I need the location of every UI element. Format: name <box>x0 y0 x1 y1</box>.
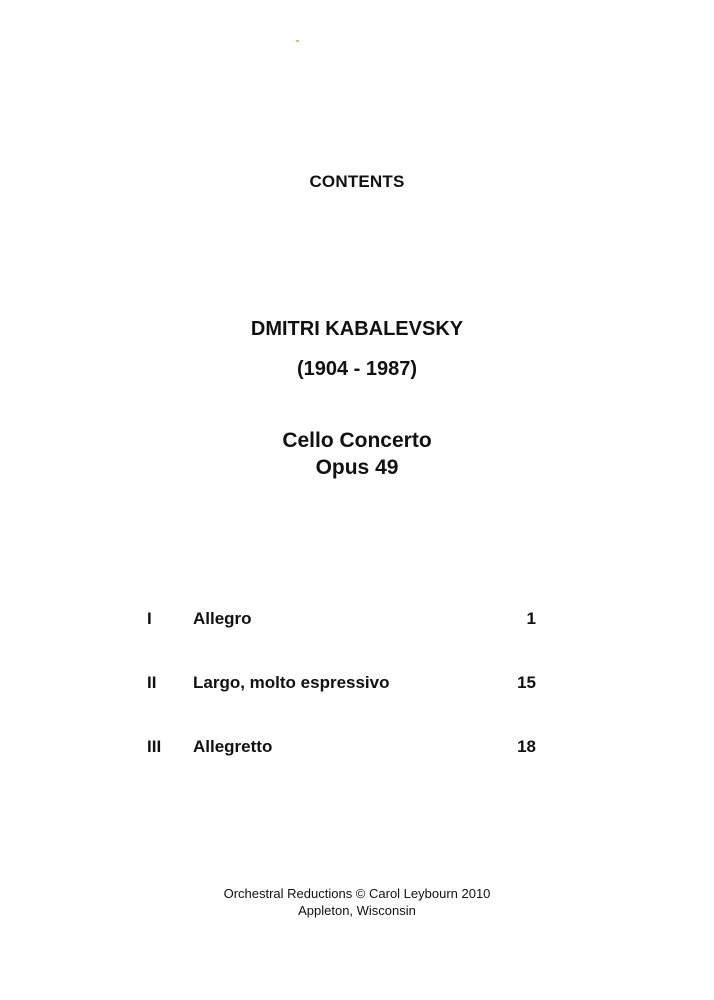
movement-page-number: 15 <box>517 673 536 692</box>
location-line: Appleton, Wisconsin <box>298 903 416 918</box>
copyright-line: Orchestral Reductions © Carol Leybourn 2010 <box>223 886 491 901</box>
movement-page-number: 18 <box>517 737 536 756</box>
movement-numeral: III <box>147 737 162 756</box>
composer-name: DMITRI KABALEVSKY <box>250 318 464 340</box>
movement-numeral: II <box>147 673 157 692</box>
movement-title: Largo, molto espressivo <box>193 673 390 692</box>
movement-title: Allegro <box>193 609 252 628</box>
movement-numeral: I <box>147 609 152 628</box>
work-opus: Opus 49 <box>315 456 399 479</box>
toc-entry <box>0 673 714 697</box>
contents-heading: CONTENTS <box>309 172 405 191</box>
composer-dates: (1904 - 1987) <box>296 358 418 380</box>
stray-ink-mark <box>296 40 299 42</box>
work-title: Cello Concerto <box>282 429 432 452</box>
movement-page-number: 1 <box>526 609 536 628</box>
work-title-block <box>0 427 714 481</box>
toc-entry <box>0 737 714 761</box>
toc-entry <box>0 609 714 633</box>
movement-title: Allegretto <box>193 737 273 756</box>
copyright-footer <box>0 885 714 919</box>
